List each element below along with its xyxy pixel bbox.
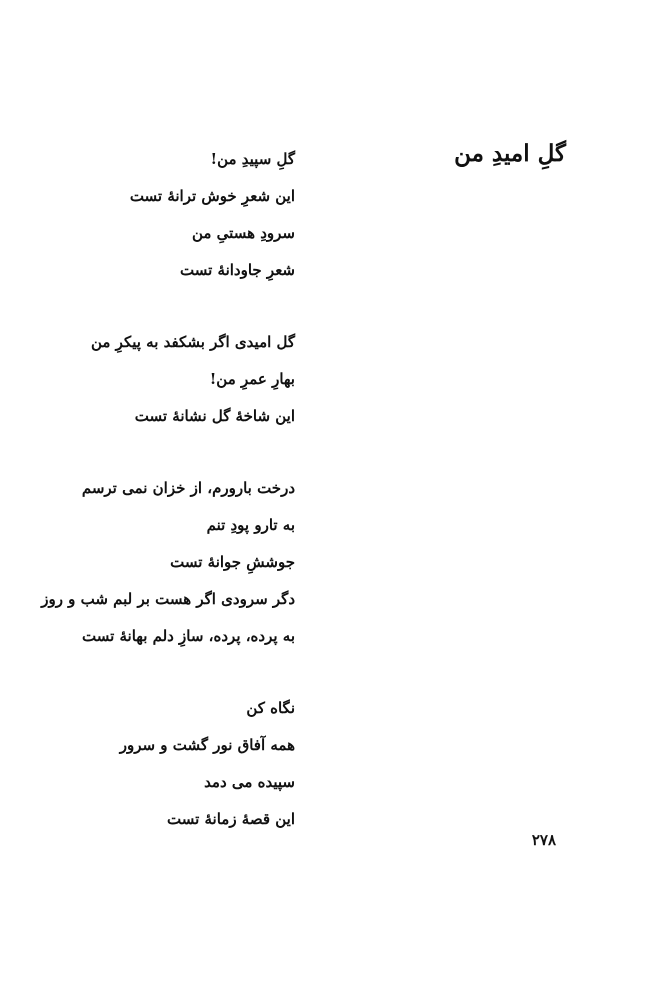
stanza-gap — [15, 655, 295, 690]
poem-line: نگاه کن — [246, 699, 295, 717]
poem-line: بهارِ عمرِ من! — [209, 370, 295, 388]
poem-line: این شاخهٔ گل نشانهٔ تست — [134, 407, 295, 425]
poem-line: این قصهٔ زمانهٔ تست — [167, 810, 295, 828]
poem-line: به تارو پودِ تنم — [206, 516, 295, 534]
poem-line: درخت بارورم، از خزان نمی ترسم — [81, 479, 295, 497]
stanza-2 — [15, 324, 295, 435]
poem-line: جوششِ جوانهٔ تست — [170, 553, 295, 571]
poem-line: گل امیدی اگر بشکفد به پیکرِ من — [91, 333, 295, 351]
poem-line: سپیده می دمد — [204, 773, 295, 791]
stanza-1 — [15, 141, 295, 289]
poem-line: به پرده، پرده، سازِ دلم بهانهٔ تست — [82, 627, 295, 645]
poem-title: گلِ امیدِ من — [454, 140, 566, 167]
poem-line: همه آفاق نور گشت و سرور — [119, 736, 295, 754]
stanza-3 — [15, 470, 295, 655]
page-number: ۲۷۸ — [531, 831, 556, 849]
poem-line: سرودِ هستیِ من — [192, 224, 295, 242]
poem-line: شعرِ جاودانهٔ تست — [180, 261, 295, 279]
stanza-4 — [15, 690, 295, 838]
poem-line: دگر سرودی اگر هست بر لبم شب و روز — [41, 590, 295, 608]
stanza-gap — [15, 435, 295, 470]
poem-body — [15, 141, 295, 838]
poem-line: گلِ سپیدِ من! — [210, 150, 295, 168]
poem-line: این شعرِ خوش ترانهٔ تست — [129, 187, 295, 205]
stanza-gap — [15, 289, 295, 324]
